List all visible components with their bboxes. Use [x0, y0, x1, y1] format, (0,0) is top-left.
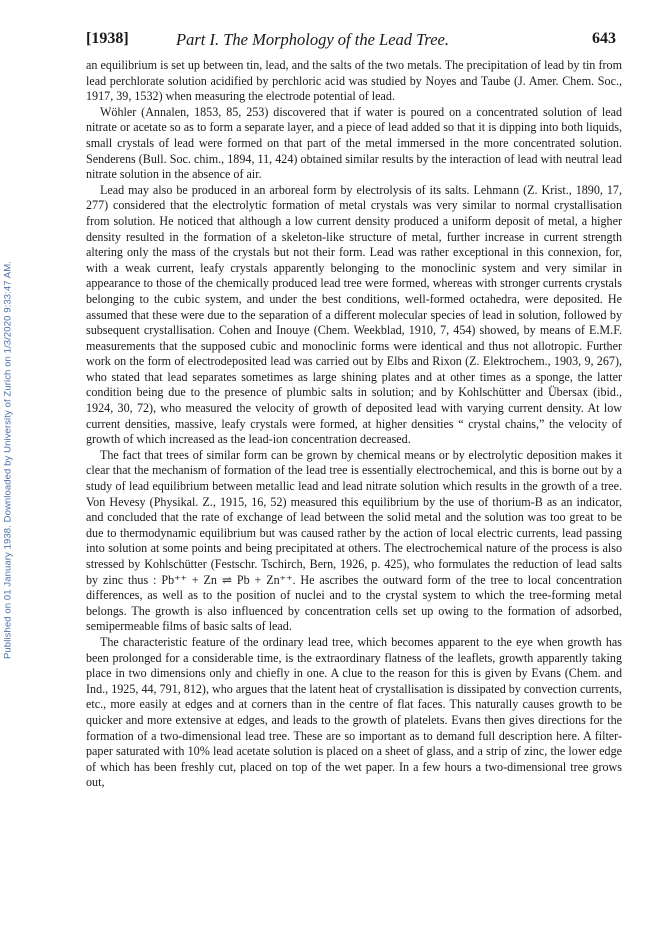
- page-header: [86, 30, 622, 52]
- article-body: [86, 58, 622, 791]
- header-year: [1938]: [86, 30, 129, 47]
- page-number: 643: [592, 30, 616, 47]
- download-watermark: [2, 160, 14, 760]
- paragraph-4: The fact that trees of similar form can be grown by chemical means or by electrolytic deposition makes it clear that the mechanism of formation of the lead tree is essentially electrochemical, and this is borne out by a study of lead equilibrium between metallic lead and lead nitrate solution which results in the growth of a tree. Von Hevesy (Physikal. Z., 1915, 16, 52) measured this equilibrium by the use of thorium-B as an indicator, and concluded that the rate of exchange of lead between the solid metal and the solution was too great to be due to thermodynamic equilibrium but was caused rather by the action of local electric currents, lead passing into solution at some points and being precipitated at others. The electrochemical nature of the process is also stressed by Kohlschütter (Festschr. Tschirch, Bern, 1926, p. 425), who formulates the reduction of lead salts by zinc thus : Pb⁺⁺ + Zn ⇌ Pb + Zn⁺⁺. He ascribes the outward form of the tree to local concentration differences, as well as to the position of nuclei and to the crystal system to which the tree-forming metal belongs. The growth is also influenced by concentration cells set up owing to the formation of adsorbed, semipermeable films of basic salts of lead.: [86, 447, 622, 634]
- download-watermark-text: Published on 01 January 1938. Downloaded by University of Zurich on 1/3/2020 9:33:47 AM.: [2, 260, 14, 660]
- paragraph-1: an equilibrium is set up between tin, lead, and the salts of the two metals. The precipitation of lead by tin from lead perchlorate solution acidified by perchloric acid was studied by Noyes and Taube (J. Amer. Chem. Soc., 1917, 39, 1532) when measuring the electrode potential of lead.: [86, 58, 622, 104]
- paragraph-5: The characteristic feature of the ordinary lead tree, which becomes apparent to the eye when growth has been prolonged for a considerable time, is the extraordinary flatness of the leaflets, growth apparently taking place in two dimensions only and chiefly in one. A clue to the reason for this is given by Evans (Chem. and Ind., 1925, 44, 791, 812), who argues that the latent heat of crystallisation is dissipated by convection currents, etc., more easily at edges and at corners than in the centre of flat faces. This naturally causes growth to be quicker and more extensive at edges, and leads to the growth of platelets. Evans then gives directions for the formation of a two-dimensional lead tree. These are so important as to demand full description here. A filter-paper saturated with 10% lead acetate solution is placed on a sheet of glass, and a strip of zinc, the lower edge of which has been freshly cut, placed on top of the wet paper. In a few hours a two-dimensional tree grows out,: [86, 634, 622, 790]
- paragraph-3: Lead may also be produced in an arboreal form by electrolysis of its salts. Lehmann (Z. Krist., 1890, 17, 277) considered that the electrolytic formation of metal crystals was very similar to normal crystallisation from solution. He noticed that although a low current density produced a uniform deposit of metal, a higher density resulted in the formation of a skeleton-like structure of metal, further increase in current strength altering only the mass of the crystals but not their form. Lead was rather exceptional in this connexion, for, with a weak current, leafy crystals apparently belonging to the monoclinic system and very similar in appearance to those of the chemically produced lead tree were formed, whereas with stronger currents crystals belonging to the cubic system, and under the best conditions, well-formed octahedra, were deposited. He assumed that these were due to the separation of a different molecular species of lead in solution, followed by subsequent crystallisation. Cohen and Inouye (Chem. Weekblad, 1910, 7, 454) showed, by means of E.M.F. measurements that the supposed cubic and monoclinic forms were identical and thus not allotropic. Further work on the form of electrodeposited lead was carried out by Elbs and Rixon (Z. Elektrochem., 1903, 9, 267), who stated that lead separates sometimes as large shining plates and at other times as a sponge, the latter condition being due to the presence of plumbic salts in solution; and by Kohlschütter and Übersax (ibid., 1924, 30, 72), who measured the velocity of growth of deposited lead with varying current density. At low current densities, massive, leafy crystals were formed, at higher densities “ crystal chains,” the velocity of growth of which increased as the lead-ion concentration decreased.: [86, 182, 622, 447]
- journal-page: [86, 30, 622, 791]
- running-title: Part I. The Morphology of the Lead Tree.: [176, 30, 449, 49]
- paragraph-2: Wöhler (Annalen, 1853, 85, 253) discovered that if water is poured on a concentrated solution of lead nitrate or acetate so as to form a separate layer, and a piece of lead added so that it is dipping into both liquids, small crystals of lead were formed on that part of the metal immersed in the more concentrated solution. Senderens (Bull. Soc. chim., 1894, 11, 424) obtained similar results by the interaction of lead with neutral lead nitrate solution in the absence of air.: [86, 104, 622, 182]
